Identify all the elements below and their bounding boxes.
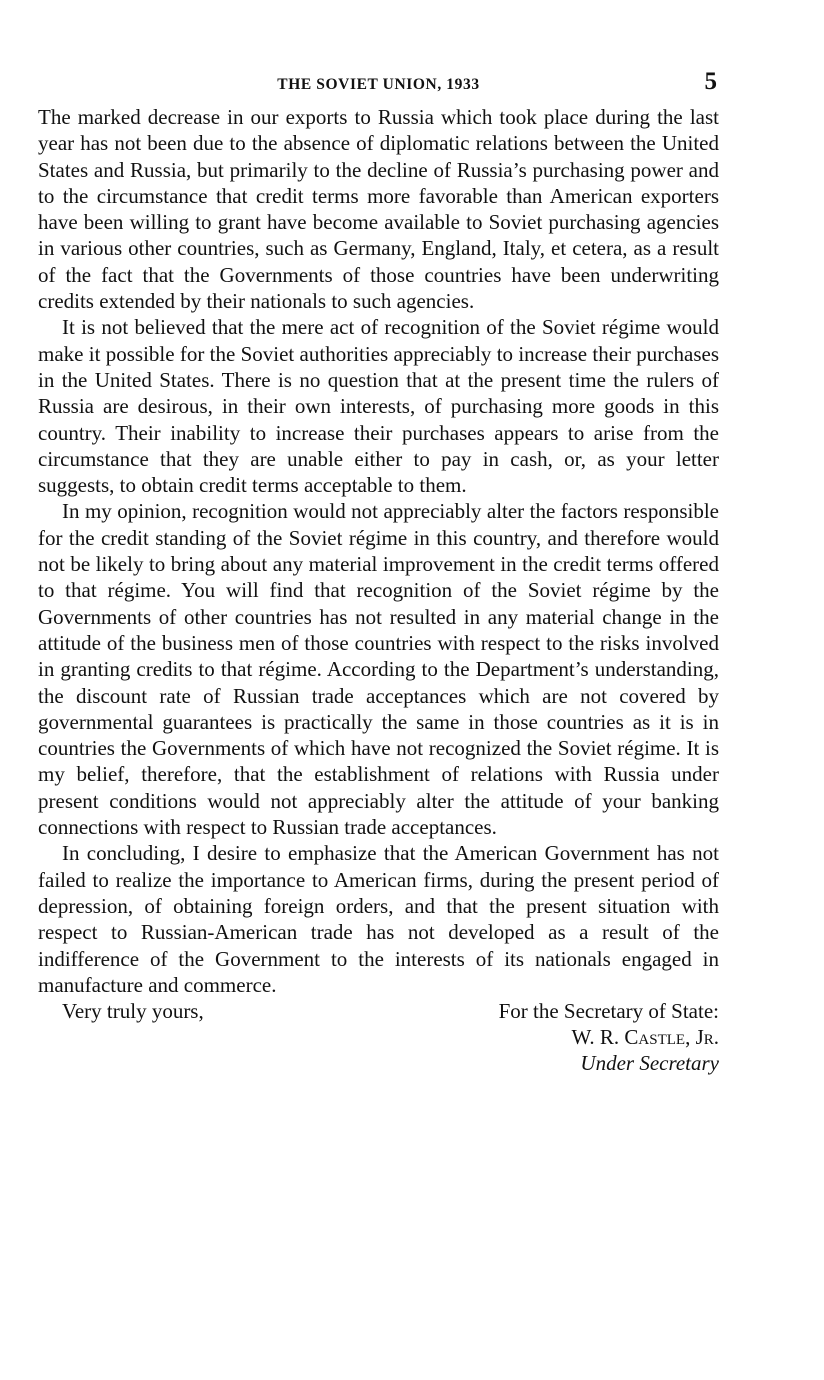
paragraph-credit-standing: In my opinion, recognition would not appreciably alter the factors responsible for the credit standing of the Soviet régime in this country, and therefore would not be likely to bring about any material improvement in the credit terms offered to that régime. You will find that recognition of the Soviet régime by the Governments of other countries has not resulted in any material change in the attitude of the business men of those countries with respect to the risks involved in granting credits to that régime. According to the Department’s understanding, the discount rate of Russian trade acceptances which are not covered by governmental guarantees is practically the same in those countries as it is in countries the Governments of which have not recognized the Soviet régime. It is my belief, therefore, that the establishment of relations with Russia under present conditions would not appreciably alter the attitude of your banking connections with respect to Russian trade acceptances. (38, 499, 719, 840)
running-title: THE SOVIET UNION, 1933 (277, 76, 480, 93)
for-secretary-line: For the Secretary of State: (498, 999, 719, 1024)
paragraph-recognition-purchases: It is not believed that the mere act of recognition of the Soviet régime would make it possible for the Soviet authorities appreciably to increase their purchases in the United States. There is no question that at the present time the rulers of Russia are desirous, in their own interests, of purchasing more goods in this country. Their inability to increase their purchases appears to arise from the circumstance that they are unable either to pay in cash, or, as your letter suggests, to obtain credit terms acceptable to them. (38, 315, 719, 498)
paragraph-exports-decrease: The marked decrease in our exports to Russia which took place during the last year has not been due to the absence of diplomatic relations between the United States and Russia, but primarily to the decline of Russia’s purchasing power and to the circumstance that credit terms more favorable than American exporters have been willing to grant have become available to Soviet purchasing agencies in various other countries, such as Germany, England, Italy, et cetera, as a result of the fact that the Governments of those countries have been underwriting credits extended by their nationals to such agencies. (38, 105, 719, 314)
document-page (38, 64, 719, 1078)
letter-closing (38, 998, 719, 1078)
signer-name: W. R. Castle, Jr. (571, 1025, 719, 1050)
running-header (38, 64, 719, 104)
signer-title: Under Secretary (580, 1051, 719, 1076)
page-number: 5 (704, 68, 717, 95)
letter-body (38, 104, 719, 998)
complimentary-close: Very truly yours, (62, 999, 204, 1024)
paragraph-concluding: In concluding, I desire to emphasize that the American Government has not failed to realize the importance to American firms, during the present period of depression, of obtaining foreign orders, and that the present situation with respect to Russian-American trade has not developed as a result of the indifference of the Government to the interests of its nationals engaged in manufacture and commerce. (38, 841, 719, 997)
